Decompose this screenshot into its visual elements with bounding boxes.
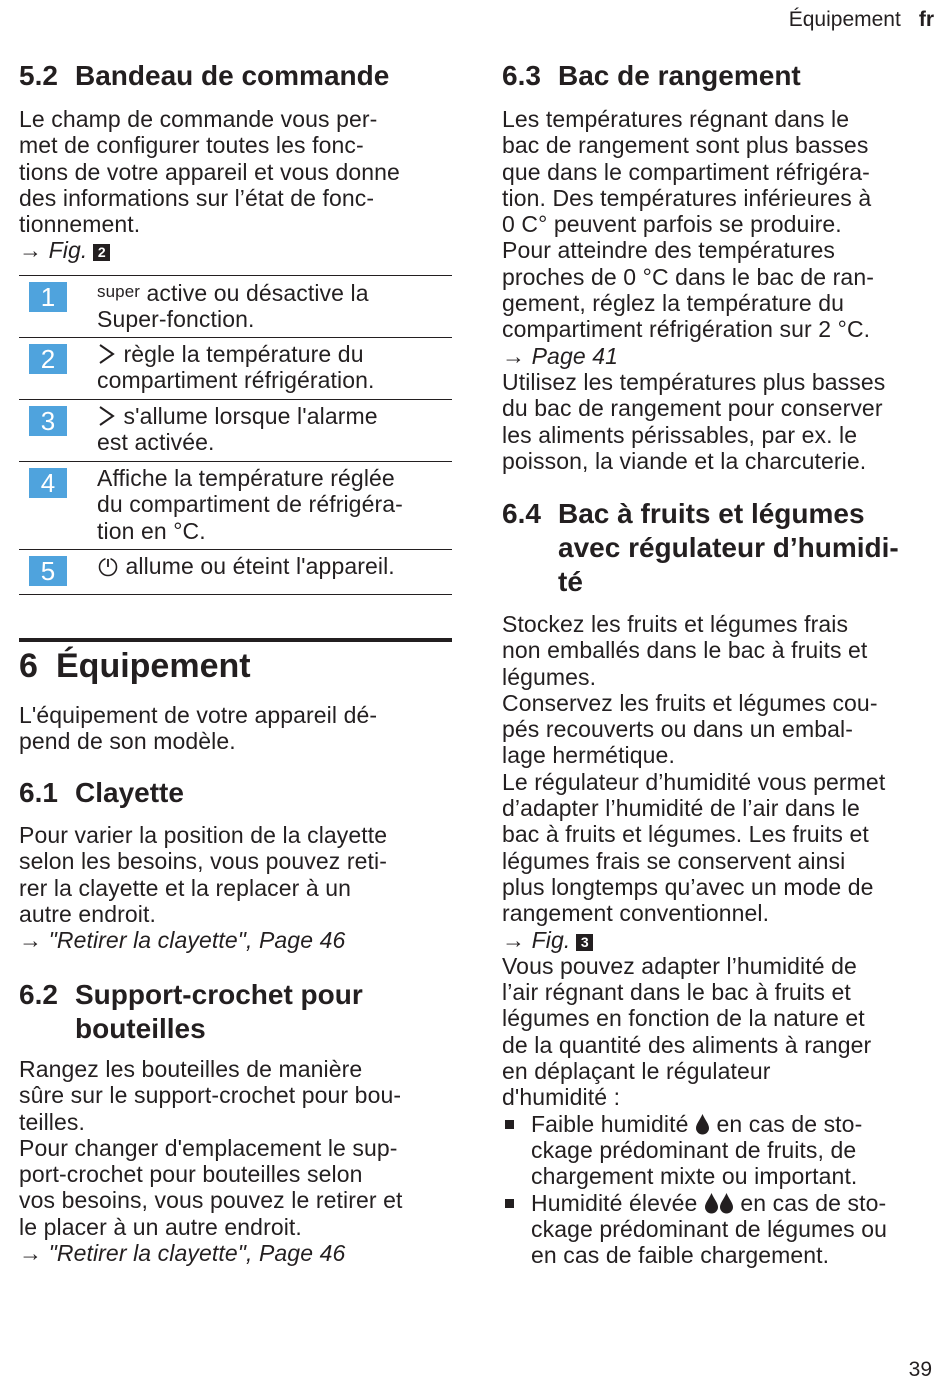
item-number-badge: 2: [29, 344, 67, 374]
intro-line: tionnement.: [19, 211, 141, 238]
intro-line: pend de son modèle.: [19, 728, 236, 755]
section-6-4: 6.4 Bac à fruits et légumes avec régulateur d’humidi- té Stockez les fruits et légumes frais non emballés dans le bac à fruits et légumes. Conservez les fruits et légumes cou- pés recouverts ou dans un embal- lage hermétique. Le régulateur d’humidité vous permet d’adapter l’humidité de l’air dans le bac à fruits et légumes. Les fruits et légumes frais se conservent ainsi plus longtemps qu’avec un mode de rangement conventionnel. → Fig. 3 Vous pouvez adapter l’humidité de l’air régnant dans le bac à fruits et légumes en fonction de la nature et de la quantité des aliments à ranger en déplaçant le régulateur d'humidité : Faible humidité en cas de sto- ckage prédominant de fruits, de chargement mixte ou important. Humidité élevée en cas de sto- ckage prédominant de légumes ou en cas de faible chargement.: [502, 497, 942, 1268]
section-title: 5.2 Bandeau de commande: [19, 60, 390, 91]
section-6: [19, 646, 459, 755]
table-row: 5 allume ou éteint l'appareil.: [19, 550, 452, 595]
item-number-badge: 1: [29, 282, 67, 312]
section-title: 6.4 Bac à fruits et légumes: [502, 498, 865, 529]
page-reference-link[interactable]: → "Retirer la clayette", Page 46: [19, 1240, 346, 1267]
section-6-1: 6.1 Clayette Pour varier la position de la clayette selon les besoins, vous pouvez reti- rer la clayette et la replacer à un autre endroit. → "Retirer la clayette", Page 46: [19, 776, 459, 953]
drop-icon: [719, 1192, 734, 1214]
table-row: 1 super active ou désactive la Super-fonction.: [19, 276, 452, 338]
chapter-title: 6 Équipement: [19, 647, 251, 685]
intro-line: des informations sur l’état de fonc-: [19, 184, 375, 211]
power-icon: [97, 555, 119, 577]
section-title-cont: bouteilles: [75, 1013, 206, 1044]
chevron-right-icon: [97, 343, 117, 365]
section-title-cont: té: [558, 566, 583, 597]
intro-line: met de configurer toutes les fonc-: [19, 132, 364, 159]
item-number-badge: 4: [29, 468, 67, 498]
chevron-right-icon: [97, 405, 117, 427]
intro-line: tions de votre appareil et vous donne: [19, 158, 400, 185]
section-title-cont: avec régulateur d’humidi-: [558, 532, 899, 563]
figure-number-box: 2: [93, 244, 110, 261]
control-panel-table: [19, 275, 452, 595]
intro-line: Le champ de commande vous per-: [19, 106, 378, 132]
section-title: 6.2 Support-crochet pour: [19, 979, 363, 1010]
table-row: 2 règle la température du compartiment réfrigération.: [19, 338, 452, 400]
table-row: 4 Affiche la température réglée du compartiment de réfrigéra- tion en °C.: [19, 462, 452, 550]
figure-reference[interactable]: → Fig. 3: [502, 927, 942, 953]
running-header: [789, 8, 934, 32]
figure-reference[interactable]: → Fig. 2: [19, 237, 459, 263]
item-number-badge: 5: [29, 556, 67, 586]
super-label: super: [97, 282, 141, 301]
table-row: 3 s'allume lorsque l'alarme est activée.: [19, 400, 452, 462]
humidity-list: [502, 1111, 942, 1269]
intro-line: L'équipement de votre appareil dé-: [19, 702, 378, 728]
page-reference-link[interactable]: → "Retirer la clayette", Page 46: [19, 927, 346, 954]
section-6-3: 6.3 Bac de rangement Les températures régnant dans le bac de rangement sont plus basses que dans le compartiment réfrigéra- tion. Des températures inférieures à 0 C° peuvent parfois se produire. Pour atteindre des températures proches de 0 °C dans le bac de ran- gement, réglez la température du compartiment réfrigération sur 2 °C. → Page 41 Utilisez les températures plus basses du bac de rangement pour conserver les aliments périssables, par ex. le poisson, la viande et la charcuterie.: [502, 59, 942, 474]
drop-icon: [704, 1192, 719, 1214]
chapter-rule: [19, 638, 452, 642]
section-title: 6.3 Bac de rangement: [502, 60, 801, 91]
header-language: fr: [918, 8, 934, 31]
bullet-square: [505, 1199, 514, 1208]
bullet-square: [505, 1120, 514, 1129]
section-title: 6.1 Clayette: [19, 777, 184, 808]
header-section: Équipement: [788, 8, 901, 31]
drop-icon: [695, 1113, 710, 1135]
figure-number-box: 3: [576, 934, 593, 951]
section-6-2: 6.2 Support-crochet pour bouteilles Rangez les bouteilles de manière sûre sur le support-crochet pour bou- teilles. Pour changer d'emplacement le sup- port-crochet pour bouteilles selon vos besoins, vous pouvez le retirer et le placer à un autre endroit. → "Retirer la clayette", Page 46: [19, 978, 459, 1266]
list-item: Humidité élevée en cas de sto- ckage prédominant de légumes ou en cas de faible chargement.: [502, 1190, 942, 1269]
item-number-badge: 3: [29, 406, 67, 436]
page-reference-link[interactable]: → Page 41: [502, 342, 618, 369]
list-item: Faible humidité en cas de sto- ckage prédominant de fruits, de chargement mixte ou important.: [502, 1111, 942, 1190]
section-5-2: [19, 59, 459, 264]
page-number: 39: [908, 1358, 932, 1381]
